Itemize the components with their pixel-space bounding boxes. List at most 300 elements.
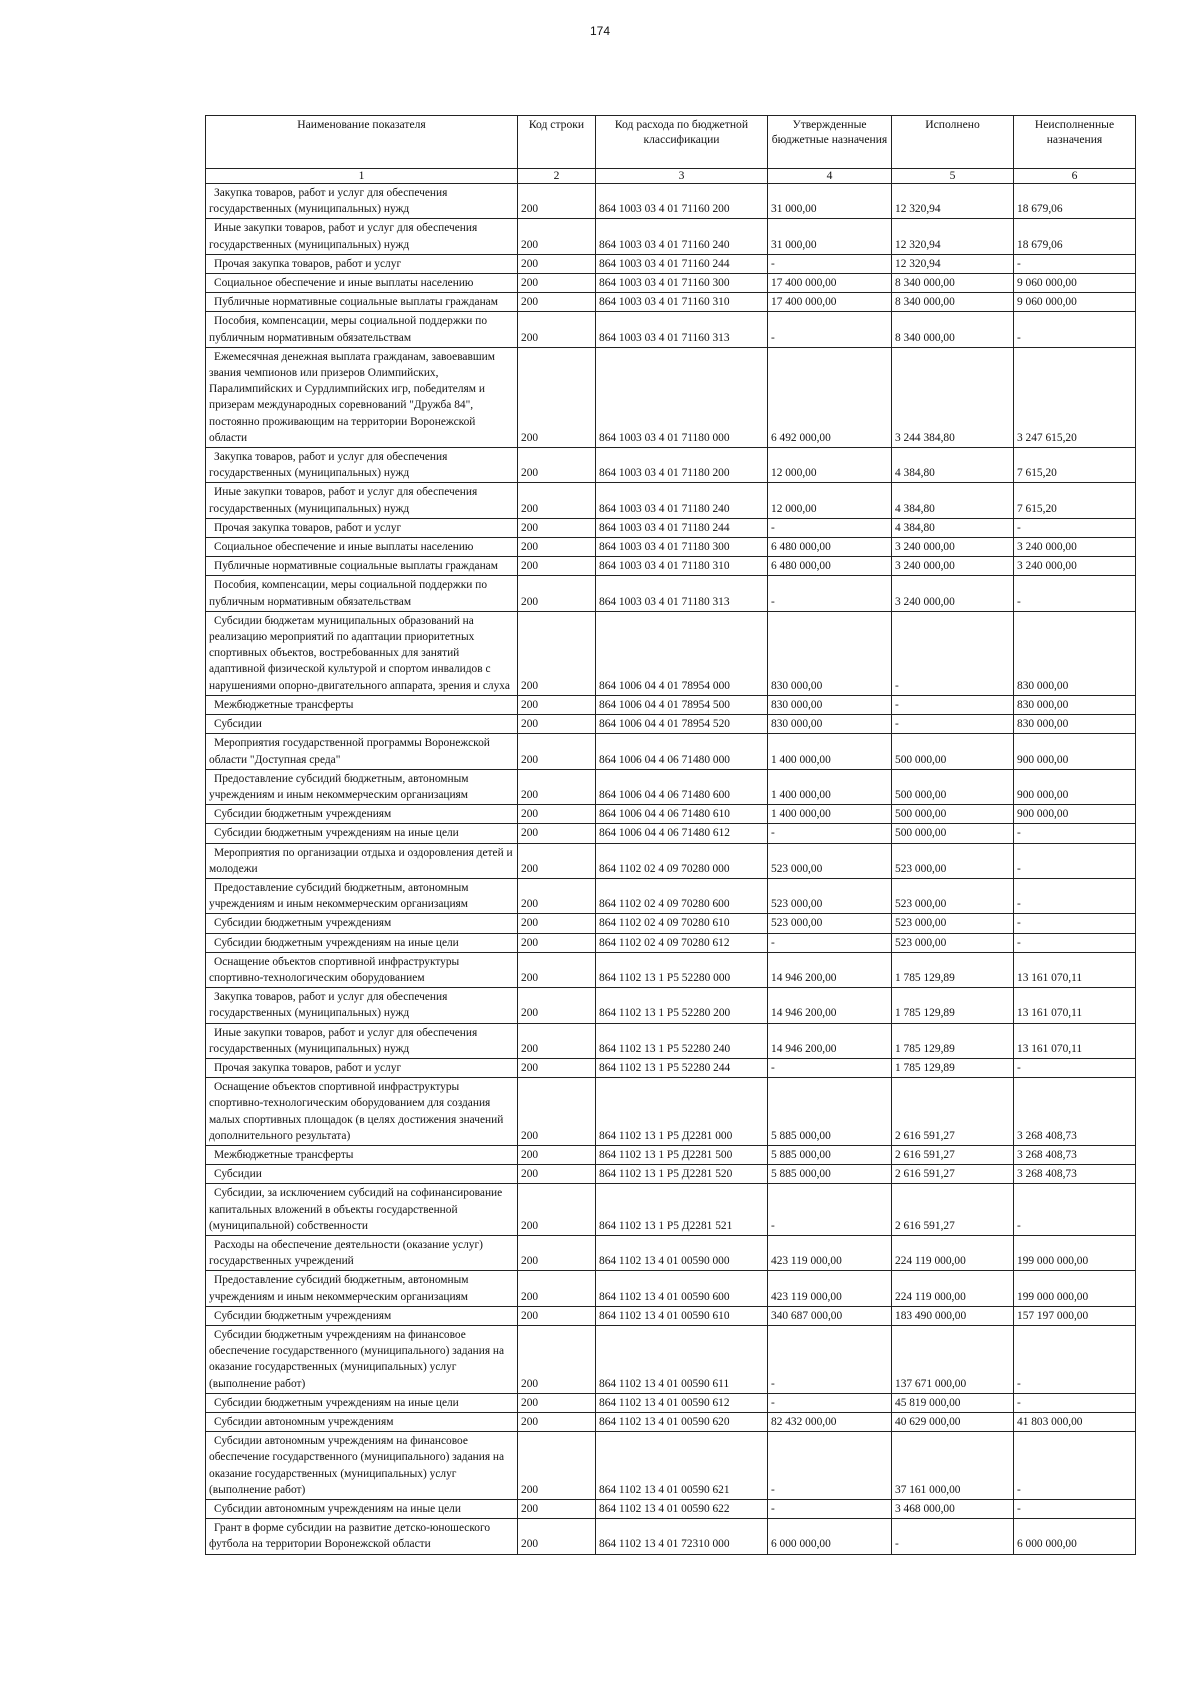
row-budget-code-cell: 864 1006 04 4 06 71480 600 bbox=[596, 769, 768, 804]
row-executed-cell: 1 785 129,89 bbox=[892, 952, 1014, 987]
row-unexecuted-cell: - bbox=[1014, 576, 1136, 611]
row-unexecuted-cell: 830 000,00 bbox=[1014, 611, 1136, 695]
table-body bbox=[206, 184, 1136, 1555]
row-budget-code-cell: 864 1102 13 4 01 00590 612 bbox=[596, 1393, 768, 1412]
table-row bbox=[206, 1078, 1136, 1146]
row-budget-code-cell: 864 1102 13 1 P5 Д2281 500 bbox=[596, 1145, 768, 1164]
row-unexecuted-cell: 9 060 000,00 bbox=[1014, 293, 1136, 312]
table-row bbox=[206, 1306, 1136, 1325]
row-name-cell: Пособия, компенсации, меры социальной поддержки по публичным нормативным обязательствам bbox=[206, 312, 518, 347]
row-executed-cell: 8 340 000,00 bbox=[892, 293, 1014, 312]
table-row bbox=[206, 538, 1136, 557]
row-executed-cell: - bbox=[892, 1519, 1014, 1554]
row-executed-cell: 40 629 000,00 bbox=[892, 1413, 1014, 1432]
row-executed-cell: 3 468 000,00 bbox=[892, 1500, 1014, 1519]
table-row bbox=[206, 1393, 1136, 1412]
row-line-code-cell: 200 bbox=[518, 988, 596, 1023]
row-budget-code-cell: 864 1102 13 1 P5 52280 244 bbox=[596, 1058, 768, 1077]
row-budget-code-cell: 864 1102 13 4 01 00590 621 bbox=[596, 1432, 768, 1500]
row-line-code-cell: 200 bbox=[518, 576, 596, 611]
row-approved-cell: 523 000,00 bbox=[768, 878, 892, 913]
page-number: 174 bbox=[589, 24, 611, 38]
row-approved-cell: 14 946 200,00 bbox=[768, 988, 892, 1023]
table-row bbox=[206, 312, 1136, 347]
row-approved-cell: 5 885 000,00 bbox=[768, 1145, 892, 1164]
row-unexecuted-cell: 13 161 070,11 bbox=[1014, 1023, 1136, 1058]
row-unexecuted-cell: - bbox=[1014, 312, 1136, 347]
table-row bbox=[206, 914, 1136, 933]
row-budget-code-cell: 864 1102 02 4 09 70280 600 bbox=[596, 878, 768, 913]
row-approved-cell: - bbox=[768, 312, 892, 347]
row-line-code-cell: 200 bbox=[518, 611, 596, 695]
row-line-code-cell: 200 bbox=[518, 1023, 596, 1058]
row-line-code-cell: 200 bbox=[518, 1500, 596, 1519]
row-approved-cell: 423 119 000,00 bbox=[768, 1235, 892, 1270]
row-unexecuted-cell: 157 197 000,00 bbox=[1014, 1306, 1136, 1325]
row-approved-cell: 523 000,00 bbox=[768, 843, 892, 878]
table-row bbox=[206, 1235, 1136, 1270]
row-budget-code-cell: 864 1102 13 4 01 72310 000 bbox=[596, 1519, 768, 1554]
table-row bbox=[206, 988, 1136, 1023]
row-executed-cell: 1 785 129,89 bbox=[892, 1023, 1014, 1058]
table-row bbox=[206, 1271, 1136, 1306]
row-name-cell: Грант в форме субсидии на развитие детско-юношеского футбола на территории Воронежской области bbox=[206, 1519, 518, 1554]
row-line-code-cell: 200 bbox=[518, 254, 596, 273]
row-name-cell: Пособия, компенсации, меры социальной поддержки по публичным нормативным обязательствам bbox=[206, 576, 518, 611]
row-line-code-cell: 200 bbox=[518, 843, 596, 878]
row-executed-cell: 500 000,00 bbox=[892, 769, 1014, 804]
table-row bbox=[206, 483, 1136, 518]
header-approved: Утвержденные бюджетные назначения bbox=[768, 116, 892, 169]
row-executed-cell: 500 000,00 bbox=[892, 824, 1014, 843]
row-executed-cell: 523 000,00 bbox=[892, 933, 1014, 952]
row-name-cell: Субсидии автономным учреждениям на иные цели bbox=[206, 1500, 518, 1519]
table-row bbox=[206, 1184, 1136, 1236]
row-executed-cell: 4 384,80 bbox=[892, 448, 1014, 483]
row-approved-cell: 523 000,00 bbox=[768, 914, 892, 933]
row-approved-cell: - bbox=[768, 1393, 892, 1412]
row-budget-code-cell: 864 1102 02 4 09 70280 612 bbox=[596, 933, 768, 952]
row-name-cell: Субсидии бюджетным учреждениям на иные цели bbox=[206, 824, 518, 843]
row-approved-cell: 6 000 000,00 bbox=[768, 1519, 892, 1554]
column-number: 6 bbox=[1014, 169, 1136, 184]
row-executed-cell: 8 340 000,00 bbox=[892, 274, 1014, 293]
row-approved-cell: - bbox=[768, 1432, 892, 1500]
row-budget-code-cell: 864 1003 03 4 01 71160 310 bbox=[596, 293, 768, 312]
row-name-cell: Предоставление субсидий бюджетным, автономным учреждениям и иным некоммерческим организациям bbox=[206, 878, 518, 913]
row-budget-code-cell: 864 1003 03 4 01 71160 240 bbox=[596, 219, 768, 254]
row-budget-code-cell: 864 1003 03 4 01 71160 300 bbox=[596, 274, 768, 293]
row-line-code-cell: 200 bbox=[518, 538, 596, 557]
table-row bbox=[206, 952, 1136, 987]
row-name-cell: Иные закупки товаров, работ и услуг для обеспечения государственных (муниципальных) нужд bbox=[206, 219, 518, 254]
row-approved-cell: 12 000,00 bbox=[768, 483, 892, 518]
row-unexecuted-cell: 3 268 408,73 bbox=[1014, 1078, 1136, 1146]
row-budget-code-cell: 864 1102 13 4 01 00590 610 bbox=[596, 1306, 768, 1325]
row-name-cell: Иные закупки товаров, работ и услуг для обеспечения государственных (муниципальных) нужд bbox=[206, 483, 518, 518]
row-name-cell: Предоставление субсидий бюджетным, автономным учреждениям и иным некоммерческим организациям bbox=[206, 1271, 518, 1306]
row-approved-cell: 830 000,00 bbox=[768, 715, 892, 734]
row-name-cell: Субсидии автономным учреждениям bbox=[206, 1413, 518, 1432]
header-line-code: Код строки bbox=[518, 116, 596, 169]
row-name-cell: Закупка товаров, работ и услуг для обеспечения государственных (муниципальных) нужд bbox=[206, 988, 518, 1023]
row-budget-code-cell: 864 1003 03 4 01 71180 244 bbox=[596, 518, 768, 537]
table-row bbox=[206, 1413, 1136, 1432]
row-budget-code-cell: 864 1003 03 4 01 71180 000 bbox=[596, 347, 768, 447]
row-name-cell: Прочая закупка товаров, работ и услуг bbox=[206, 1058, 518, 1077]
row-budget-code-cell: 864 1102 02 4 09 70280 610 bbox=[596, 914, 768, 933]
table-row bbox=[206, 1432, 1136, 1500]
row-approved-cell: 830 000,00 bbox=[768, 695, 892, 714]
row-budget-code-cell: 864 1102 13 1 P5 52280 240 bbox=[596, 1023, 768, 1058]
table-row bbox=[206, 1165, 1136, 1184]
header-budget-code: Код расхода по бюджетной классификации bbox=[596, 116, 768, 169]
table-row bbox=[206, 1500, 1136, 1519]
row-budget-code-cell: 864 1003 03 4 01 71160 200 bbox=[596, 184, 768, 219]
row-name-cell: Субсидии бюджетам муниципальных образований на реализацию мероприятий по адаптации приоритетных спортивных объектов, востребованных для занятий адаптивной физической культурой и спортом инвалидов с нарушениями опорно-двигательного аппарата, зрения и слуха bbox=[206, 611, 518, 695]
row-unexecuted-cell: 900 000,00 bbox=[1014, 769, 1136, 804]
row-executed-cell: 4 384,80 bbox=[892, 483, 1014, 518]
row-approved-cell: - bbox=[768, 1058, 892, 1077]
row-executed-cell: 3 240 000,00 bbox=[892, 557, 1014, 576]
row-name-cell: Мероприятия государственной программы Воронежской области "Доступная среда" bbox=[206, 734, 518, 769]
row-name-cell: Субсидии бюджетным учреждениям bbox=[206, 1306, 518, 1325]
table-row bbox=[206, 274, 1136, 293]
row-unexecuted-cell: 7 615,20 bbox=[1014, 483, 1136, 518]
table-row bbox=[206, 293, 1136, 312]
row-name-cell: Социальное обеспечение и иные выплаты населению bbox=[206, 274, 518, 293]
row-budget-code-cell: 864 1102 02 4 09 70280 000 bbox=[596, 843, 768, 878]
row-unexecuted-cell: 3 240 000,00 bbox=[1014, 557, 1136, 576]
column-number: 2 bbox=[518, 169, 596, 184]
row-executed-cell: 1 785 129,89 bbox=[892, 988, 1014, 1023]
row-line-code-cell: 200 bbox=[518, 1326, 596, 1394]
row-unexecuted-cell: 830 000,00 bbox=[1014, 695, 1136, 714]
row-executed-cell: - bbox=[892, 695, 1014, 714]
row-budget-code-cell: 864 1006 04 4 01 78954 500 bbox=[596, 695, 768, 714]
row-name-cell: Субсидии bbox=[206, 715, 518, 734]
row-executed-cell: 523 000,00 bbox=[892, 878, 1014, 913]
table-row bbox=[206, 1326, 1136, 1394]
table-row bbox=[206, 1145, 1136, 1164]
row-approved-cell: 1 400 000,00 bbox=[768, 805, 892, 824]
row-name-cell: Прочая закупка товаров, работ и услуг bbox=[206, 254, 518, 273]
row-unexecuted-cell: - bbox=[1014, 1058, 1136, 1077]
row-executed-cell: 1 785 129,89 bbox=[892, 1058, 1014, 1077]
row-name-cell: Закупка товаров, работ и услуг для обеспечения государственных (муниципальных) нужд bbox=[206, 184, 518, 219]
row-budget-code-cell: 864 1003 03 4 01 71160 244 bbox=[596, 254, 768, 273]
row-line-code-cell: 200 bbox=[518, 1165, 596, 1184]
row-approved-cell: 31 000,00 bbox=[768, 184, 892, 219]
row-budget-code-cell: 864 1102 13 4 01 00590 000 bbox=[596, 1235, 768, 1270]
header-name: Наименование показателя bbox=[206, 116, 518, 169]
row-name-cell: Субсидии бюджетным учреждениям на иные цели bbox=[206, 1393, 518, 1412]
budget-execution-table bbox=[205, 115, 1136, 1555]
row-approved-cell: - bbox=[768, 933, 892, 952]
row-executed-cell: 12 320,94 bbox=[892, 184, 1014, 219]
table-row bbox=[206, 254, 1136, 273]
table-row bbox=[206, 805, 1136, 824]
table-row bbox=[206, 184, 1136, 219]
row-budget-code-cell: 864 1003 03 4 01 71180 310 bbox=[596, 557, 768, 576]
row-line-code-cell: 200 bbox=[518, 1078, 596, 1146]
table-row bbox=[206, 219, 1136, 254]
column-number-row bbox=[206, 169, 1136, 184]
row-unexecuted-cell: - bbox=[1014, 914, 1136, 933]
row-unexecuted-cell: - bbox=[1014, 878, 1136, 913]
row-approved-cell: - bbox=[768, 1500, 892, 1519]
row-budget-code-cell: 864 1102 13 4 01 00590 620 bbox=[596, 1413, 768, 1432]
table-row bbox=[206, 347, 1136, 447]
row-unexecuted-cell: - bbox=[1014, 933, 1136, 952]
row-approved-cell: - bbox=[768, 1326, 892, 1394]
row-approved-cell: 14 946 200,00 bbox=[768, 1023, 892, 1058]
row-executed-cell: 2 616 591,27 bbox=[892, 1184, 1014, 1236]
row-line-code-cell: 200 bbox=[518, 914, 596, 933]
row-line-code-cell: 200 bbox=[518, 1145, 596, 1164]
row-unexecuted-cell: 6 000 000,00 bbox=[1014, 1519, 1136, 1554]
table-row bbox=[206, 576, 1136, 611]
row-approved-cell: 830 000,00 bbox=[768, 611, 892, 695]
row-name-cell: Мероприятия по организации отдыха и оздоровления детей и молодежи bbox=[206, 843, 518, 878]
row-line-code-cell: 200 bbox=[518, 805, 596, 824]
row-name-cell: Субсидии бюджетным учреждениям на иные цели bbox=[206, 933, 518, 952]
column-number: 1 bbox=[206, 169, 518, 184]
row-executed-cell: - bbox=[892, 715, 1014, 734]
row-budget-code-cell: 864 1003 03 4 01 71180 240 bbox=[596, 483, 768, 518]
row-executed-cell: 8 340 000,00 bbox=[892, 312, 1014, 347]
row-budget-code-cell: 864 1003 03 4 01 71160 313 bbox=[596, 312, 768, 347]
row-approved-cell: 6 480 000,00 bbox=[768, 557, 892, 576]
row-executed-cell: 12 320,94 bbox=[892, 219, 1014, 254]
row-line-code-cell: 200 bbox=[518, 448, 596, 483]
row-budget-code-cell: 864 1102 13 1 P5 Д2281 521 bbox=[596, 1184, 768, 1236]
table-row bbox=[206, 769, 1136, 804]
row-executed-cell: 500 000,00 bbox=[892, 805, 1014, 824]
row-executed-cell: 500 000,00 bbox=[892, 734, 1014, 769]
row-unexecuted-cell: 3 247 615,20 bbox=[1014, 347, 1136, 447]
column-number: 4 bbox=[768, 169, 892, 184]
row-line-code-cell: 200 bbox=[518, 219, 596, 254]
row-name-cell: Расходы на обеспечение деятельности (оказание услуг) государственных учреждений bbox=[206, 1235, 518, 1270]
row-name-cell: Межбюджетные трансферты bbox=[206, 695, 518, 714]
table-row bbox=[206, 1519, 1136, 1554]
row-line-code-cell: 200 bbox=[518, 1306, 596, 1325]
row-line-code-cell: 200 bbox=[518, 1235, 596, 1270]
table-row bbox=[206, 878, 1136, 913]
row-name-cell: Прочая закупка товаров, работ и услуг bbox=[206, 518, 518, 537]
table-row bbox=[206, 448, 1136, 483]
row-executed-cell: 3 240 000,00 bbox=[892, 538, 1014, 557]
table-row bbox=[206, 557, 1136, 576]
row-unexecuted-cell: 900 000,00 bbox=[1014, 805, 1136, 824]
row-line-code-cell: 200 bbox=[518, 347, 596, 447]
row-budget-code-cell: 864 1003 03 4 01 71180 200 bbox=[596, 448, 768, 483]
row-line-code-cell: 200 bbox=[518, 1058, 596, 1077]
row-budget-code-cell: 864 1102 13 1 P5 52280 200 bbox=[596, 988, 768, 1023]
row-executed-cell: 523 000,00 bbox=[892, 914, 1014, 933]
row-approved-cell: 6 480 000,00 bbox=[768, 538, 892, 557]
row-line-code-cell: 200 bbox=[518, 1184, 596, 1236]
row-unexecuted-cell: 900 000,00 bbox=[1014, 734, 1136, 769]
row-budget-code-cell: 864 1102 13 1 P5 Д2281 000 bbox=[596, 1078, 768, 1146]
header-unexecuted: Неисполненные назначения bbox=[1014, 116, 1136, 169]
row-unexecuted-cell: - bbox=[1014, 1326, 1136, 1394]
row-budget-code-cell: 864 1006 04 4 01 78954 000 bbox=[596, 611, 768, 695]
table-row bbox=[206, 824, 1136, 843]
row-unexecuted-cell: 13 161 070,11 bbox=[1014, 988, 1136, 1023]
row-approved-cell: 5 885 000,00 bbox=[768, 1165, 892, 1184]
row-approved-cell: 423 119 000,00 bbox=[768, 1271, 892, 1306]
row-executed-cell: 37 161 000,00 bbox=[892, 1432, 1014, 1500]
row-unexecuted-cell: 3 240 000,00 bbox=[1014, 538, 1136, 557]
row-name-cell: Субсидии автономным учреждениям на финансовое обеспечение государственного (муниципального) задания на оказание государственных (муниципальных) услуг (выполнение работ) bbox=[206, 1432, 518, 1500]
row-name-cell: Публичные нормативные социальные выплаты гражданам bbox=[206, 293, 518, 312]
row-line-code-cell: 200 bbox=[518, 715, 596, 734]
row-budget-code-cell: 864 1006 04 4 06 71480 000 bbox=[596, 734, 768, 769]
row-name-cell: Иные закупки товаров, работ и услуг для обеспечения государственных (муниципальных) нужд bbox=[206, 1023, 518, 1058]
row-executed-cell: 224 119 000,00 bbox=[892, 1271, 1014, 1306]
column-number: 5 bbox=[892, 169, 1014, 184]
row-line-code-cell: 200 bbox=[518, 184, 596, 219]
table-row bbox=[206, 1023, 1136, 1058]
row-unexecuted-cell: 18 679,06 bbox=[1014, 219, 1136, 254]
row-name-cell: Социальное обеспечение и иные выплаты населению bbox=[206, 538, 518, 557]
row-line-code-cell: 200 bbox=[518, 518, 596, 537]
row-executed-cell: 2 616 591,27 bbox=[892, 1165, 1014, 1184]
row-executed-cell: 183 490 000,00 bbox=[892, 1306, 1014, 1325]
row-budget-code-cell: 864 1003 03 4 01 71180 313 bbox=[596, 576, 768, 611]
table-row bbox=[206, 611, 1136, 695]
row-unexecuted-cell: 13 161 070,11 bbox=[1014, 952, 1136, 987]
row-unexecuted-cell: 3 268 408,73 bbox=[1014, 1165, 1136, 1184]
row-name-cell: Предоставление субсидий бюджетным, автономным учреждениям и иным некоммерческим организациям bbox=[206, 769, 518, 804]
row-approved-cell: 1 400 000,00 bbox=[768, 769, 892, 804]
row-executed-cell: 137 671 000,00 bbox=[892, 1326, 1014, 1394]
row-unexecuted-cell: - bbox=[1014, 254, 1136, 273]
row-executed-cell: 3 244 384,80 bbox=[892, 347, 1014, 447]
row-approved-cell: 5 885 000,00 bbox=[768, 1078, 892, 1146]
row-executed-cell: 224 119 000,00 bbox=[892, 1235, 1014, 1270]
row-executed-cell: - bbox=[892, 611, 1014, 695]
row-name-cell: Межбюджетные трансферты bbox=[206, 1145, 518, 1164]
row-approved-cell: - bbox=[768, 518, 892, 537]
table-row bbox=[206, 715, 1136, 734]
row-budget-code-cell: 864 1102 13 1 P5 52280 000 bbox=[596, 952, 768, 987]
row-executed-cell: 523 000,00 bbox=[892, 843, 1014, 878]
row-unexecuted-cell: - bbox=[1014, 1432, 1136, 1500]
row-line-code-cell: 200 bbox=[518, 1519, 596, 1554]
row-line-code-cell: 200 bbox=[518, 1432, 596, 1500]
row-line-code-cell: 200 bbox=[518, 933, 596, 952]
row-name-cell: Публичные нормативные социальные выплаты гражданам bbox=[206, 557, 518, 576]
row-line-code-cell: 200 bbox=[518, 312, 596, 347]
row-approved-cell: 82 432 000,00 bbox=[768, 1413, 892, 1432]
row-name-cell: Субсидии bbox=[206, 1165, 518, 1184]
row-line-code-cell: 200 bbox=[518, 734, 596, 769]
row-executed-cell: 12 320,94 bbox=[892, 254, 1014, 273]
row-name-cell: Ежемесячная денежная выплата гражданам, завоевавшим звания чемпионов или призеров Олимпийских, Паралимпийских и Сурдлимпийских игр, победителям и призерам международных соревнований "Дружба 84", постоянно проживающим на территории Воронежской области bbox=[206, 347, 518, 447]
row-unexecuted-cell: 199 000 000,00 bbox=[1014, 1235, 1136, 1270]
row-line-code-cell: 200 bbox=[518, 557, 596, 576]
row-unexecuted-cell: 199 000 000,00 bbox=[1014, 1271, 1136, 1306]
row-approved-cell: 17 400 000,00 bbox=[768, 274, 892, 293]
row-unexecuted-cell: - bbox=[1014, 1184, 1136, 1236]
row-line-code-cell: 200 bbox=[518, 952, 596, 987]
row-unexecuted-cell: 41 803 000,00 bbox=[1014, 1413, 1136, 1432]
row-name-cell: Субсидии бюджетным учреждениям bbox=[206, 914, 518, 933]
row-approved-cell: 1 400 000,00 bbox=[768, 734, 892, 769]
table-row bbox=[206, 843, 1136, 878]
row-unexecuted-cell: 7 615,20 bbox=[1014, 448, 1136, 483]
row-approved-cell: 6 492 000,00 bbox=[768, 347, 892, 447]
row-line-code-cell: 200 bbox=[518, 1413, 596, 1432]
row-line-code-cell: 200 bbox=[518, 1271, 596, 1306]
row-unexecuted-cell: 3 268 408,73 bbox=[1014, 1145, 1136, 1164]
row-line-code-cell: 200 bbox=[518, 769, 596, 804]
row-budget-code-cell: 864 1006 04 4 06 71480 612 bbox=[596, 824, 768, 843]
row-unexecuted-cell: - bbox=[1014, 1393, 1136, 1412]
header-row bbox=[206, 116, 1136, 169]
row-executed-cell: 2 616 591,27 bbox=[892, 1145, 1014, 1164]
row-approved-cell: 14 946 200,00 bbox=[768, 952, 892, 987]
row-approved-cell: 31 000,00 bbox=[768, 219, 892, 254]
row-line-code-cell: 200 bbox=[518, 878, 596, 913]
row-approved-cell: - bbox=[768, 254, 892, 273]
row-executed-cell: 2 616 591,27 bbox=[892, 1078, 1014, 1146]
row-line-code-cell: 200 bbox=[518, 293, 596, 312]
table-row bbox=[206, 734, 1136, 769]
row-name-cell: Закупка товаров, работ и услуг для обеспечения государственных (муниципальных) нужд bbox=[206, 448, 518, 483]
row-unexecuted-cell: - bbox=[1014, 824, 1136, 843]
row-unexecuted-cell: 830 000,00 bbox=[1014, 715, 1136, 734]
table-row bbox=[206, 695, 1136, 714]
row-unexecuted-cell: - bbox=[1014, 1500, 1136, 1519]
row-executed-cell: 4 384,80 bbox=[892, 518, 1014, 537]
row-budget-code-cell: 864 1006 04 4 06 71480 610 bbox=[596, 805, 768, 824]
row-name-cell: Субсидии бюджетным учреждениям bbox=[206, 805, 518, 824]
row-executed-cell: 3 240 000,00 bbox=[892, 576, 1014, 611]
row-line-code-cell: 200 bbox=[518, 483, 596, 518]
table-row bbox=[206, 933, 1136, 952]
header-executed: Исполнено bbox=[892, 116, 1014, 169]
row-approved-cell: - bbox=[768, 824, 892, 843]
row-name-cell: Оснащение объектов спортивной инфраструктуры спортивно-технологическим оборудованием для создания малых спортивных площадок (в целях достижения значений дополнительного результата) bbox=[206, 1078, 518, 1146]
table-row bbox=[206, 518, 1136, 537]
row-approved-cell: 17 400 000,00 bbox=[768, 293, 892, 312]
row-budget-code-cell: 864 1102 13 4 01 00590 611 bbox=[596, 1326, 768, 1394]
row-line-code-cell: 200 bbox=[518, 274, 596, 293]
column-number: 3 bbox=[596, 169, 768, 184]
row-line-code-cell: 200 bbox=[518, 695, 596, 714]
row-approved-cell: - bbox=[768, 576, 892, 611]
row-unexecuted-cell: - bbox=[1014, 843, 1136, 878]
row-executed-cell: 45 819 000,00 bbox=[892, 1393, 1014, 1412]
row-name-cell: Субсидии, за исключением субсидий на софинансирование капитальных вложений в объекты государственной (муниципальной) собственности bbox=[206, 1184, 518, 1236]
row-budget-code-cell: 864 1102 13 4 01 00590 622 bbox=[596, 1500, 768, 1519]
row-unexecuted-cell: 18 679,06 bbox=[1014, 184, 1136, 219]
row-line-code-cell: 200 bbox=[518, 824, 596, 843]
row-approved-cell: 340 687 000,00 bbox=[768, 1306, 892, 1325]
row-budget-code-cell: 864 1102 13 4 01 00590 600 bbox=[596, 1271, 768, 1306]
row-budget-code-cell: 864 1102 13 1 P5 Д2281 520 bbox=[596, 1165, 768, 1184]
table-row bbox=[206, 1058, 1136, 1077]
row-budget-code-cell: 864 1003 03 4 01 71180 300 bbox=[596, 538, 768, 557]
row-approved-cell: 12 000,00 bbox=[768, 448, 892, 483]
row-budget-code-cell: 864 1006 04 4 01 78954 520 bbox=[596, 715, 768, 734]
row-unexecuted-cell: 9 060 000,00 bbox=[1014, 274, 1136, 293]
row-approved-cell: - bbox=[768, 1184, 892, 1236]
